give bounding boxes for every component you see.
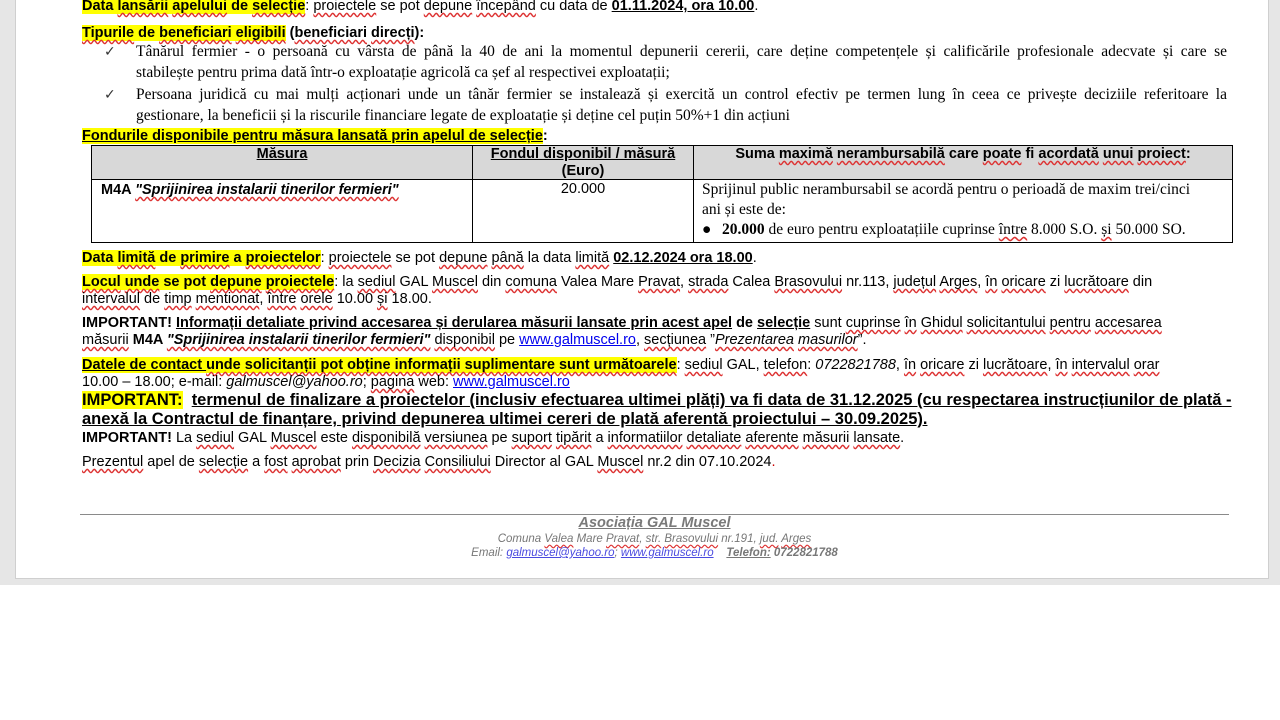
support-text-line-1: Sprijinul public nerambursabil se acordă pentru o perioadă de maxim trei/cinci (702, 181, 1191, 198)
location-label: Locul unde se pot depune proiectele (82, 274, 335, 290)
beneficiaries-heading: Tipurile de beneficiari eligibili (beneficiari direcți): (82, 25, 425, 41)
important-info-line-2: măsurii M4A "Sprijinirea instalarii tinerilor fermieri" disponibil pe www.galmuscel.ro, secțiunea ”Prezentarea masurilor”. (82, 332, 867, 348)
important-info-line-1: IMPORTANT! Informații detaliate privind accesarea și derularea măsurii lansate prin acest apel de selecție sunt cuprinse în Ghidul solicitantului pentru accesarea (82, 315, 1162, 331)
support-bullet: ● 20.000 de euro pentru exploatațiile cuprinse între 8.000 S.O. și 50.000 SO. (702, 221, 1186, 238)
location-line-2: intervalul de timp mentionat, între orele 10.00 și 18.00. (82, 291, 432, 307)
funds-table-header-row (92, 146, 1233, 180)
launch-date-line: Data lansării apelului de selecție: proiectele se pot depune începând cu data de 01.11.2024, ora 10.00. (82, 0, 759, 14)
beneficiary-item-1-line-1: Tânărul fermier - o persoană cu vârsta de până la 40 de ani la momentul depunerii cererii, care deține competențele și calificările profesionale adecvate și care se (136, 43, 1227, 60)
funds-table (91, 145, 1233, 243)
table-cell-support (694, 180, 1233, 243)
contact-label: Datele de contact unde solicitanții pot obține informații suplimentare sunt următoarele (82, 357, 677, 373)
deadline-line: Data limită de primire a proiectelor: proiectele se pot depune până la data limită 02.12.2024 ora 18.00. (82, 250, 757, 266)
location-line-1: Locul unde se pot depune proiectele: la sediul GAL Muscel din comuna Valea Mare Pravat, strada Calea Brasovului nr.113, județul Arges, în oricare zi lucrătoare din (82, 274, 1153, 290)
footer-contact: Email: galmuscel@yahoo.ro; www.galmuscel.ro Telefon: 0722821788 (471, 547, 838, 559)
footer-organization: Asociația GAL Muscel (578, 515, 731, 531)
checkmark-icon: ✓ (104, 44, 116, 60)
contact-line-2: 10.00 – 18.00; e-mail: galmuscel@yahoo.ro; pagina web: www.galmuscel.ro (82, 374, 570, 390)
document-page (15, 0, 1269, 579)
footer-email-link[interactable]: galmuscel@yahoo.ro (506, 547, 615, 559)
footer-address: Comuna Valea Mare Pravat, str. Brasovului nr.191, jud. Arges (497, 533, 812, 545)
contact-phone: 0722821788 (815, 357, 896, 373)
important-deadline-line-2: anexă la Contractul de finanțare, privind depunerea ultimei cereri de plată aferentă proiectului – 30.09.2025). (82, 410, 928, 428)
footer-website-link[interactable]: www.galmuscel.ro (620, 547, 714, 559)
contact-email: galmuscel@yahoo.ro (226, 374, 363, 390)
deadline-date-value: 02.12.2024 ora 18.00 (613, 250, 753, 266)
beneficiary-item-2-line-1: Persoana juridică cu mai mulți acționari unde un tânăr fermier se instalează și exercită un control efectiv pe termen lung în ceea ce privește deciziile referitoare la (136, 86, 1227, 103)
table-header-max-amount: Suma maximă nerambursabilă care poate fi acordată unui proiect: (694, 146, 1233, 180)
beneficiary-item-2-line-2: gestionare, la beneficii și la riscurile financiare legate de exploatație și deține cel puțin 50%+1 din acțiuni (136, 107, 790, 124)
website-link[interactable]: www.galmuscel.ro (519, 332, 636, 348)
checkmark-icon: ✓ (104, 87, 116, 103)
important-deadline-line-1: IMPORTANT: termenul de finalizare a proiectelor (inclusiv efectuarea ultimei plăți) va fi data de 31.12.2025 (cu respectarea instrucțiunilor de plată - (82, 391, 1232, 409)
contact-website-link[interactable]: www.galmuscel.ro (453, 374, 570, 390)
approval-line: Prezentul apel de selecție a fost aprobat prin Decizia Consiliului Director al GAL Muscel nr.2 din 07.10.2024. (82, 454, 776, 470)
important-printed-line: IMPORTANT! La sediul GAL Muscel este disponibilă versiunea pe suport tipărit a informatiilor detaliate aferente măsurii lansate. (82, 430, 905, 446)
deadline-label: Data limită de primire a proiectelor (82, 250, 321, 266)
funds-heading: Fondurile disponibile pentru măsura lansată prin apelul de selecție: (82, 128, 548, 144)
table-header-measure: Măsura (92, 146, 473, 180)
table-cell-measure: M4A "Sprijinirea instalarii tinerilor fermieri" (92, 180, 473, 243)
table-header-fund: Fondul disponibil / măsură (Euro) (473, 146, 694, 180)
important-deadline-label: IMPORTANT: (82, 391, 183, 409)
bullet-icon: ● (702, 221, 712, 238)
support-text-line-2: ani și este de: (702, 201, 786, 218)
launch-date-label: Data lansării apelului de selecție (82, 0, 306, 14)
table-row (92, 180, 1233, 243)
beneficiary-item-1-line-2: stabilește pentru prima dată într-o exploatație agricolă ca șef al respectivei exploatații; (136, 64, 670, 81)
launch-date-value: 01.11.2024, ora 10.00 (611, 0, 755, 14)
table-cell-amount: 20.000 (473, 180, 694, 243)
contact-line-1: Datele de contact unde solicitanții pot obține informații suplimentare sunt următoarele: sediul GAL, telefon: 0722821788, în oricare zi lucrătoare, în intervalul orar (82, 357, 1160, 373)
